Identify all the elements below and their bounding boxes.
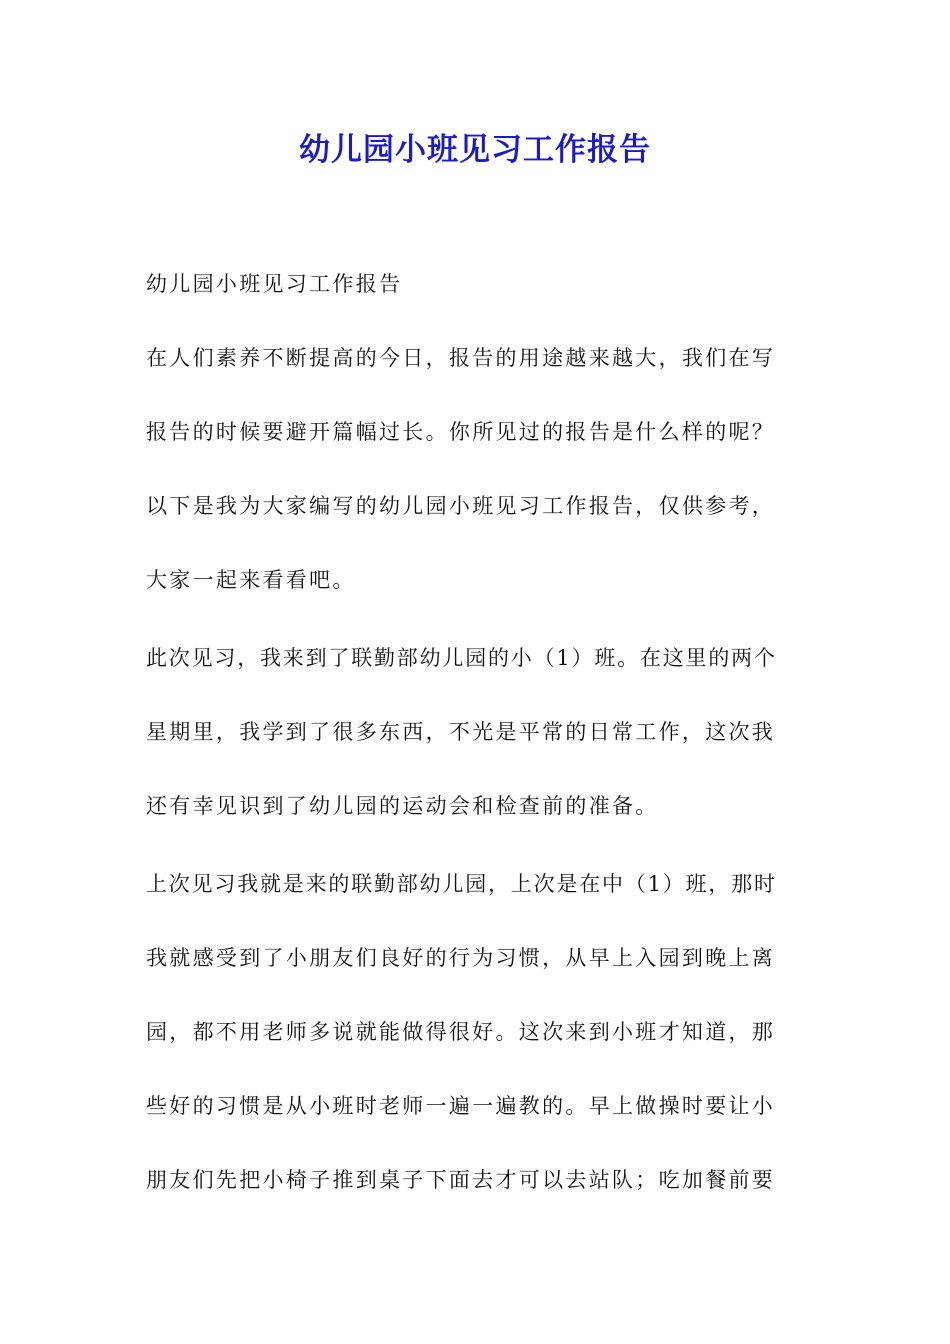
body-line: 星期里，我学到了很多东西，不光是平常的日常工作，这次我 [146,720,776,744]
body-line: 大家一起来看看吧。 [146,568,356,592]
body-line: 以下是我为大家编写的幼儿园小班见习工作报告，仅供参考， [146,494,776,518]
body-line: 上次见习我就是来的联勤部幼儿园，上次是在中（1）班，那时 [146,872,777,896]
body-line: 朋友们先把小椅子推到桌子下面去才可以去站队；吃加餐前要 [146,1168,776,1192]
body-line: 此次见习，我来到了联勤部幼儿园的小（1）班。在这里的两个 [146,646,777,670]
document-title: 幼儿园小班见习工作报告 [299,132,651,168]
body-line: 还有幸见识到了幼儿园的运动会和检查前的准备。 [146,794,659,818]
body-line: 在人们素养不断提高的今日，报告的用途越来越大，我们在写 [146,346,776,370]
body-line: 报告的时候要避开篇幅过长。你所见过的报告是什么样的呢？ [146,420,776,444]
body-line-subtitle: 幼儿园小班见习工作报告 [146,272,403,296]
body-line: 我就感受到了小朋友们良好的行为习惯，从早上入园到晚上离 [146,946,776,970]
body-line: 些好的习惯是从小班时老师一遍一遍教的。早上做操时要让小 [146,1094,776,1118]
body-line: 园，都不用老师多说就能做得很好。这次来到小班才知道，那 [146,1020,776,1044]
